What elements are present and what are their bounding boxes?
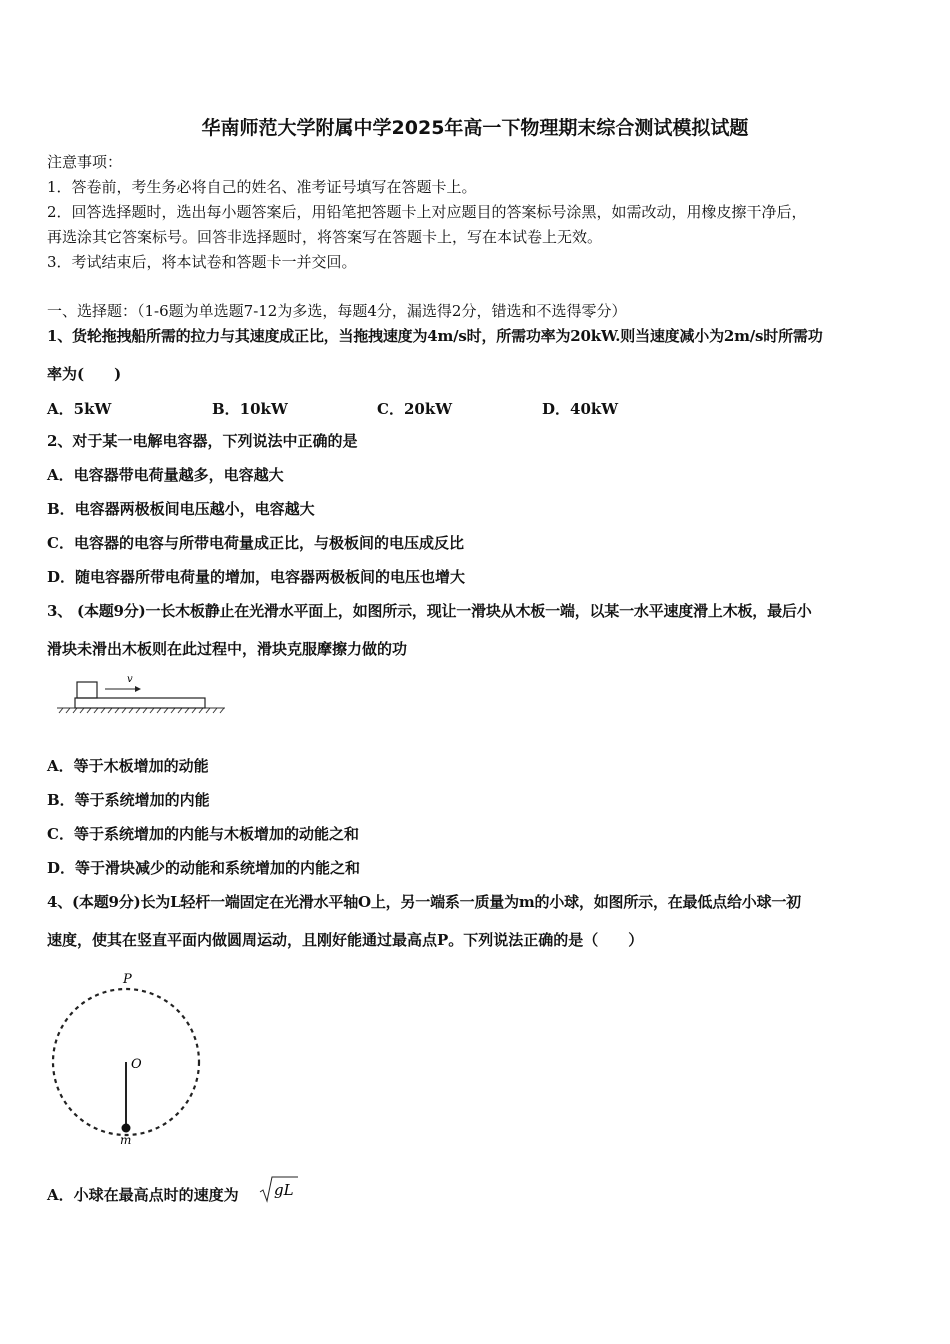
sqrt-formula <box>258 1174 300 1204</box>
q2-stem: 2、对于某一电解电容器，下列说法中正确的是 <box>47 432 358 450</box>
circular-motion-figure <box>45 967 215 1147</box>
q1-stem: 1、货轮拖拽船所需的拉力与其速度成正比，当拖拽速度为4m/s时，所需功率为20kW.则当速度减小为2m/s时所需功 <box>47 327 823 345</box>
mass-m-label: m <box>120 1133 132 1147</box>
q2-option-b: B．电容器两极板间电压越小，电容越大 <box>47 500 315 518</box>
formula-gl: gL <box>274 1181 294 1199</box>
exam-title: 华南师范大学附属中学2025年高一下物理期末综合测试模拟试题 <box>201 117 749 139</box>
q1-stem-cont: 率为( ) <box>47 365 122 383</box>
board-block-figure <box>55 672 230 718</box>
q3-option-d: D．等于滑块减少的动能和系统增加的内能之和 <box>47 859 361 877</box>
ground-hatching <box>57 708 225 713</box>
q3-option-a: A．等于木板增加的动能 <box>47 757 209 775</box>
notice-item: 2．回答选择题时，选出每小题答案后，用铅笔把答题卡上对应题目的答案标号涂黑，如需改动，用橡皮擦干净后， <box>47 203 807 221</box>
q3-stem-cont: 滑块未滑出木板则在此过程中，滑块克服摩擦力做的功 <box>47 640 408 658</box>
q4-stem-cont: 速度，使其在竖直平面内做圆周运动，且刚好能通过最高点P。下列说法正确的是（ ） <box>47 931 644 949</box>
q3-option-c: C．等于系统增加的内能与木板增加的动能之和 <box>47 825 359 843</box>
point-p-label: P <box>123 972 132 987</box>
ball <box>122 1124 131 1133</box>
q1-option-a: A．5kW <box>47 400 112 418</box>
notice-item: 3．考试结束后，将本试卷和答题卡一并交回。 <box>47 253 357 271</box>
section-heading: 一、选择题：（1-6题为单选题7-12为多选，每题4分，漏选得2分，错选和不选得零分） <box>47 302 627 320</box>
arrow-head-icon <box>135 686 141 692</box>
q1-option-c: C．20kW <box>377 400 453 418</box>
q2-option-a: A．电容器带电荷量越多，电容越大 <box>47 466 284 484</box>
velocity-label: v <box>127 674 133 685</box>
q4-option-a: A．小球在最高点时的速度为 <box>47 1186 239 1204</box>
q4-stem: 4、(本题9分)长为L轻杆一端固定在光滑水平轴O上，另一端系一质量为m的小球，如图所示，在最低点给小球一初 <box>47 893 801 911</box>
axis-o-label: O <box>131 1057 142 1072</box>
long-board <box>75 698 205 708</box>
notice-heading: 注意事项： <box>47 153 123 171</box>
q1-option-d: D．40kW <box>542 400 619 418</box>
notice-item: 再选涂其它答案标号。回答非选择题时，将答案写在答题卡上，写在本试卷上无效。 <box>47 228 603 246</box>
q3-stem: 3、 (本题9分)一长木板静止在光滑水平面上，如图所示，现让一滑块从木板一端，以某一水平速度滑上木板，最后小 <box>47 602 812 620</box>
q3-option-b: B．等于系统增加的内能 <box>47 791 210 809</box>
q1-option-b: B．10kW <box>212 400 288 418</box>
q2-option-d: D．随电容器所带电荷量的增加，电容器两极板间的电压也增大 <box>47 568 466 586</box>
slider-block <box>77 682 97 698</box>
q2-option-c: C．电容器的电容与所带电荷量成正比，与极板间的电压成反比 <box>47 534 464 552</box>
notice-item: 1．答卷前，考生务必将自己的姓名、准考证号填写在答题卡上。 <box>47 178 477 196</box>
